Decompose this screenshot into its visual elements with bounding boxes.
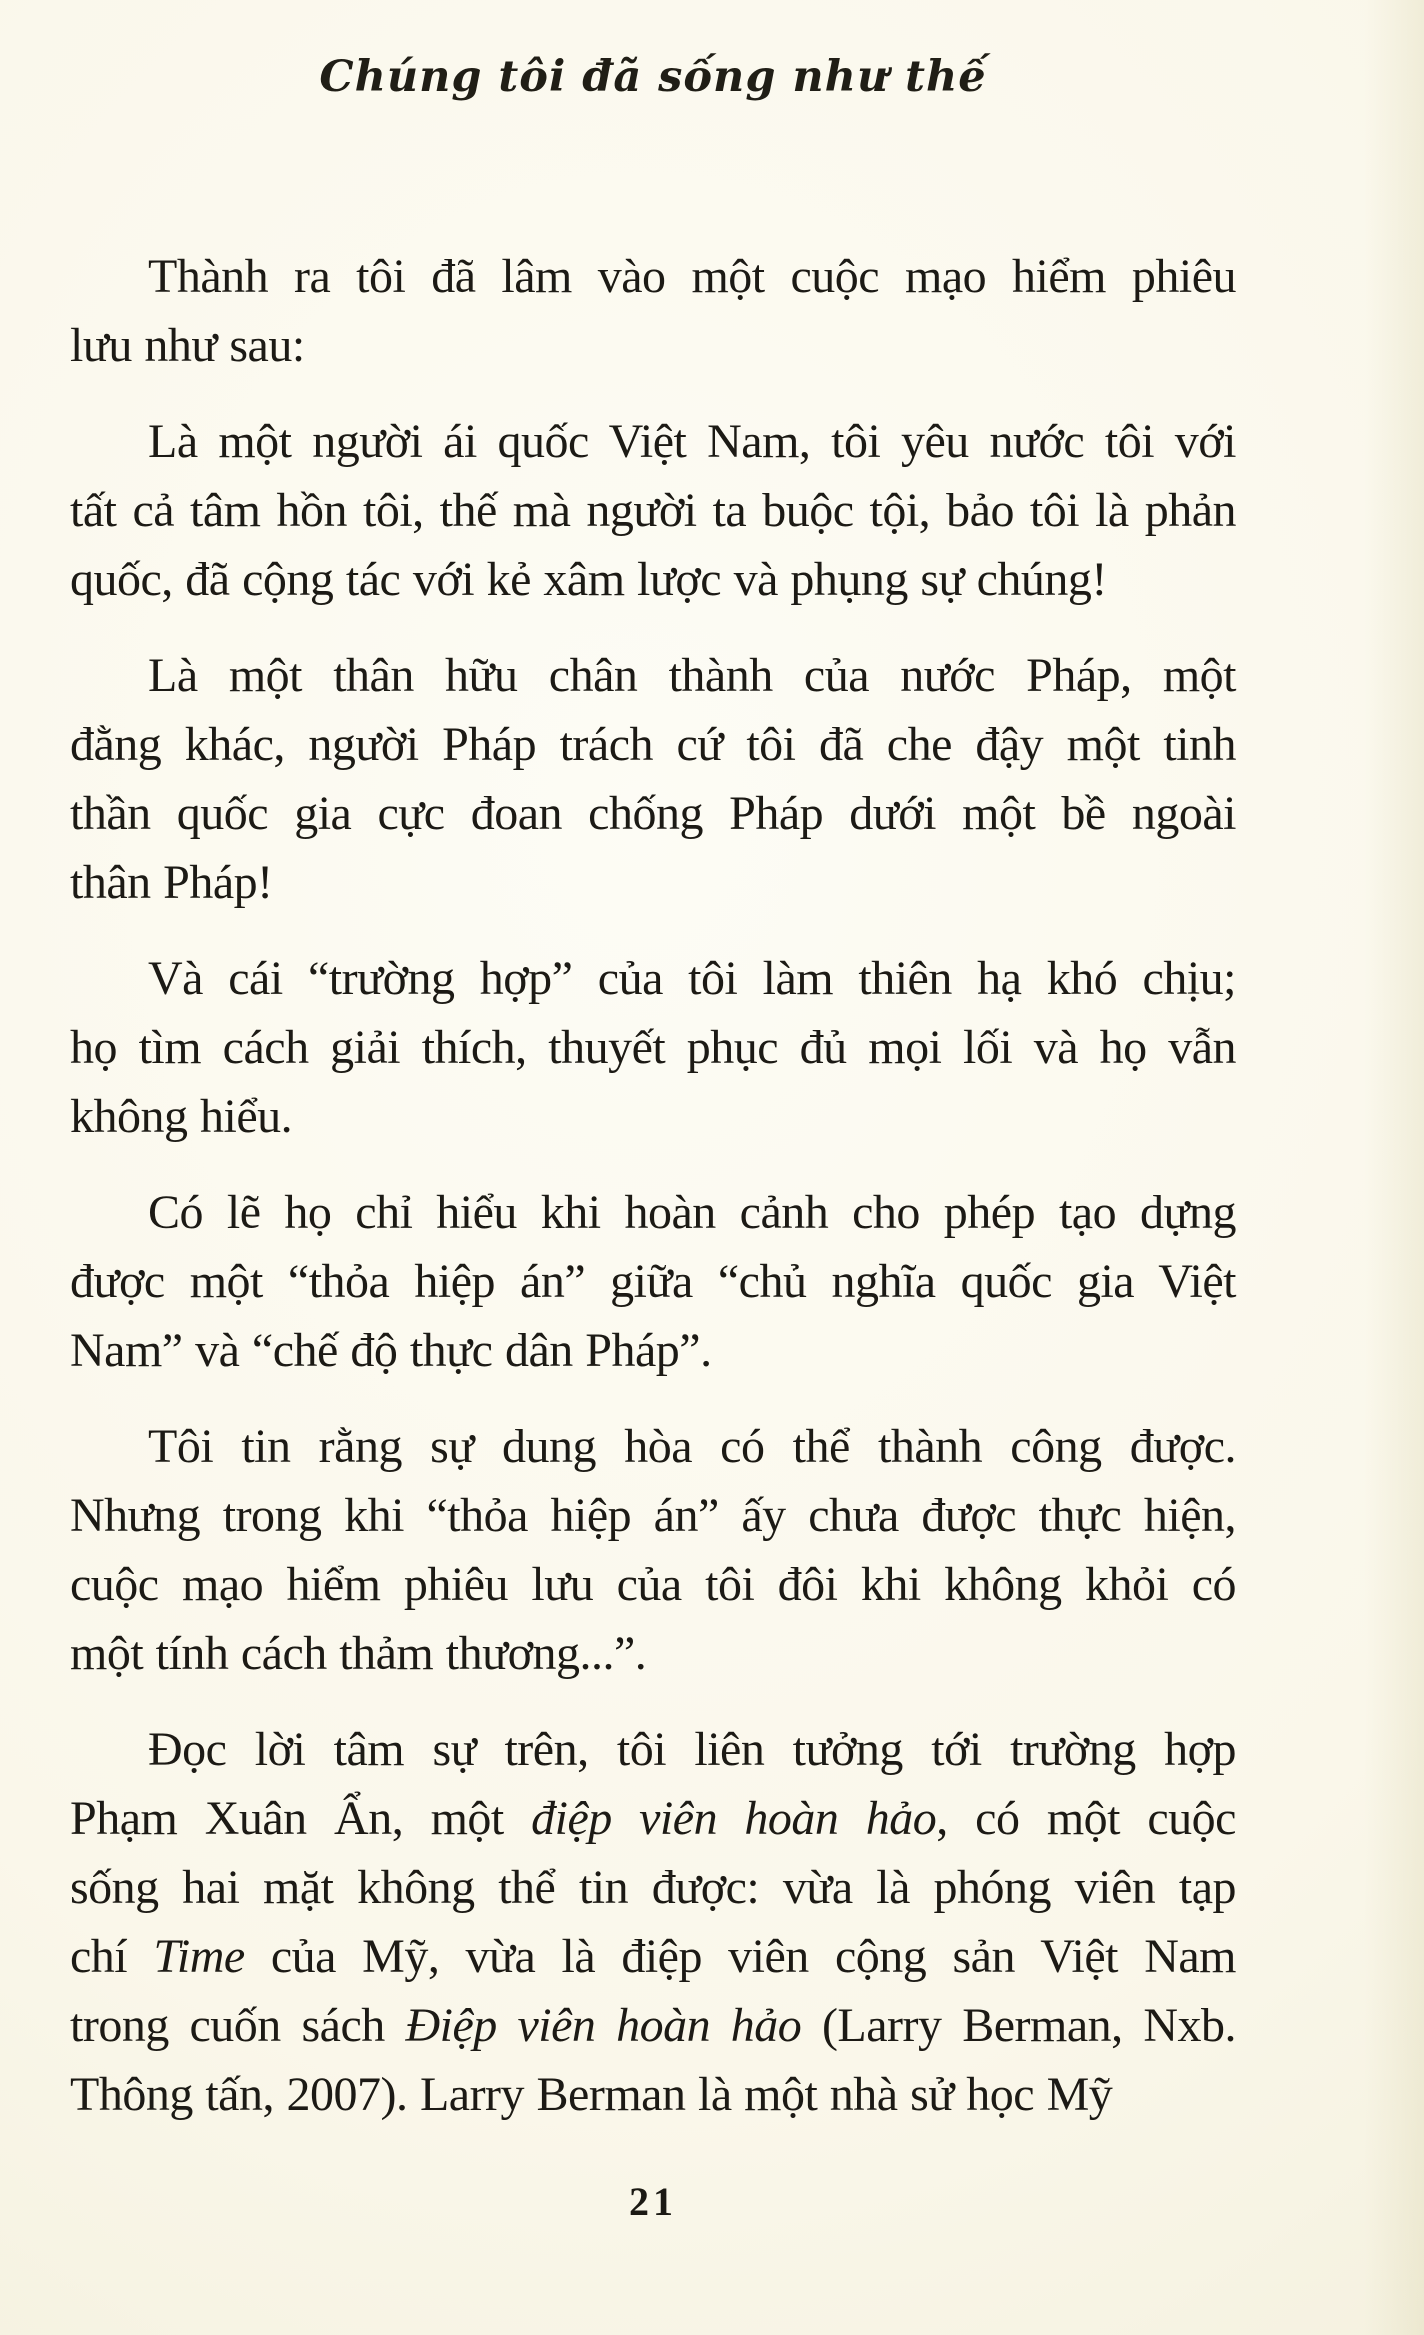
text-line: [70, 1178, 1236, 1247]
page-number: 21: [629, 2179, 677, 2224]
text-run: Và cái “trường hợp” của tôi làm thiên hạ khó chịu;: [148, 952, 1236, 1005]
text-run: lưu như sau:: [70, 319, 305, 372]
text-run: Tôi tin rằng sự dung hòa có thể thành công được.: [148, 1420, 1236, 1473]
text-run: của Mỹ, vừa là điệp viên cộng sản Việt Nam: [244, 1930, 1237, 1983]
text-line: [70, 1550, 1236, 1619]
text-line: [70, 1013, 1236, 1082]
paragraph: [70, 641, 1236, 917]
text-run: thần quốc gia cực đoan chống Pháp dưới một bề ngoài: [70, 787, 1236, 840]
text-run: trong cuốn sách: [70, 1999, 406, 2052]
text-line: [70, 1991, 1236, 2060]
page-body: [70, 242, 1236, 2129]
text-run: Thành ra tôi đã lâm vào một cuộc mạo hiểm phiêu: [148, 250, 1236, 303]
text-column: [70, 50, 1236, 2156]
italic-text-run: điệp viên hoàn hảo: [531, 1792, 937, 1845]
text-run: thân Pháp!: [70, 856, 273, 909]
text-run: , có một cuộc: [936, 1792, 1236, 1845]
text-run: Là một thân hữu chân thành của nước Pháp, một: [148, 649, 1236, 702]
paragraph: [70, 242, 1236, 380]
paragraph: [70, 407, 1236, 614]
text-run: một tính cách thảm thương...”.: [70, 1627, 647, 1680]
text-run: sống hai mặt không thể tin được: vừa là phóng viên tạp: [70, 1861, 1236, 1914]
text-run: Có lẽ họ chỉ hiểu khi hoàn cảnh cho phép tạo dựng: [148, 1186, 1236, 1239]
text-line: [70, 848, 1236, 917]
text-run: đằng khác, người Pháp trách cứ tôi đã che đậy một tinh: [70, 718, 1236, 771]
text-run: họ tìm cách giải thích, thuyết phục đủ mọi lối và họ vẫn: [70, 1021, 1236, 1074]
text-line: [70, 944, 1236, 1013]
text-line: [70, 242, 1236, 311]
page-footer: [70, 2178, 1236, 2225]
text-run: Nam” và “chế độ thực dân Pháp”.: [70, 1324, 712, 1377]
text-run: Phạm Xuân Ẩn, một: [70, 1792, 532, 1845]
text-line: [70, 545, 1236, 614]
italic-text-run: Time: [153, 1930, 245, 1983]
paragraph: [70, 1178, 1236, 1385]
text-run: không hiểu.: [70, 1090, 293, 1143]
text-line: [70, 311, 1236, 380]
italic-text-run: Điệp viên hoàn hảo: [405, 1999, 802, 2052]
text-run: được một “thỏa hiệp án” giữa “chủ nghĩa quốc gia Việt: [70, 1255, 1236, 1308]
text-line: [70, 1784, 1236, 1853]
text-line: [70, 1922, 1236, 1991]
text-line: [70, 1853, 1236, 1922]
text-line: [70, 407, 1236, 476]
paragraph: [70, 944, 1236, 1151]
text-run: Nhưng trong khi “thỏa hiệp án” ấy chưa được thực hiện,: [70, 1489, 1236, 1542]
text-run: (Larry Berman, Nxb.: [801, 1999, 1237, 2052]
running-header: Chúng tôi đã sống như thế: [319, 52, 987, 102]
text-line: [70, 641, 1236, 710]
text-run: Đọc lời tâm sự trên, tôi liên tưởng tới trường hợp: [148, 1723, 1236, 1776]
text-line: [70, 1481, 1236, 1550]
text-line: [70, 1247, 1236, 1316]
text-line: [70, 2060, 1236, 2129]
scan-edge-shading: [1364, 0, 1424, 2335]
paragraph: [70, 1715, 1236, 2129]
text-line: [70, 1412, 1236, 1481]
text-line: [70, 1082, 1236, 1151]
text-line: [70, 1619, 1236, 1688]
text-run: quốc, đã cộng tác với kẻ xâm lược và phụng sự chúng!: [70, 553, 1107, 606]
text-line: [70, 1715, 1236, 1784]
text-run: chí: [70, 1930, 154, 1983]
paragraph: [70, 1412, 1236, 1688]
text-run: Là một người ái quốc Việt Nam, tôi yêu nước tôi với: [148, 415, 1236, 468]
text-line: [70, 1316, 1236, 1385]
text-run: Thông tấn, 2007). Larry Berman là một nhà sử học Mỹ: [70, 2068, 1113, 2121]
text-run: tất cả tâm hồn tôi, thế mà người ta buộc tội, bảo tôi là phản: [70, 484, 1236, 537]
text-line: [70, 476, 1236, 545]
text-line: [70, 710, 1236, 779]
text-run: cuộc mạo hiểm phiêu lưu của tôi đôi khi không khỏi có: [70, 1558, 1236, 1611]
text-line: [70, 779, 1236, 848]
